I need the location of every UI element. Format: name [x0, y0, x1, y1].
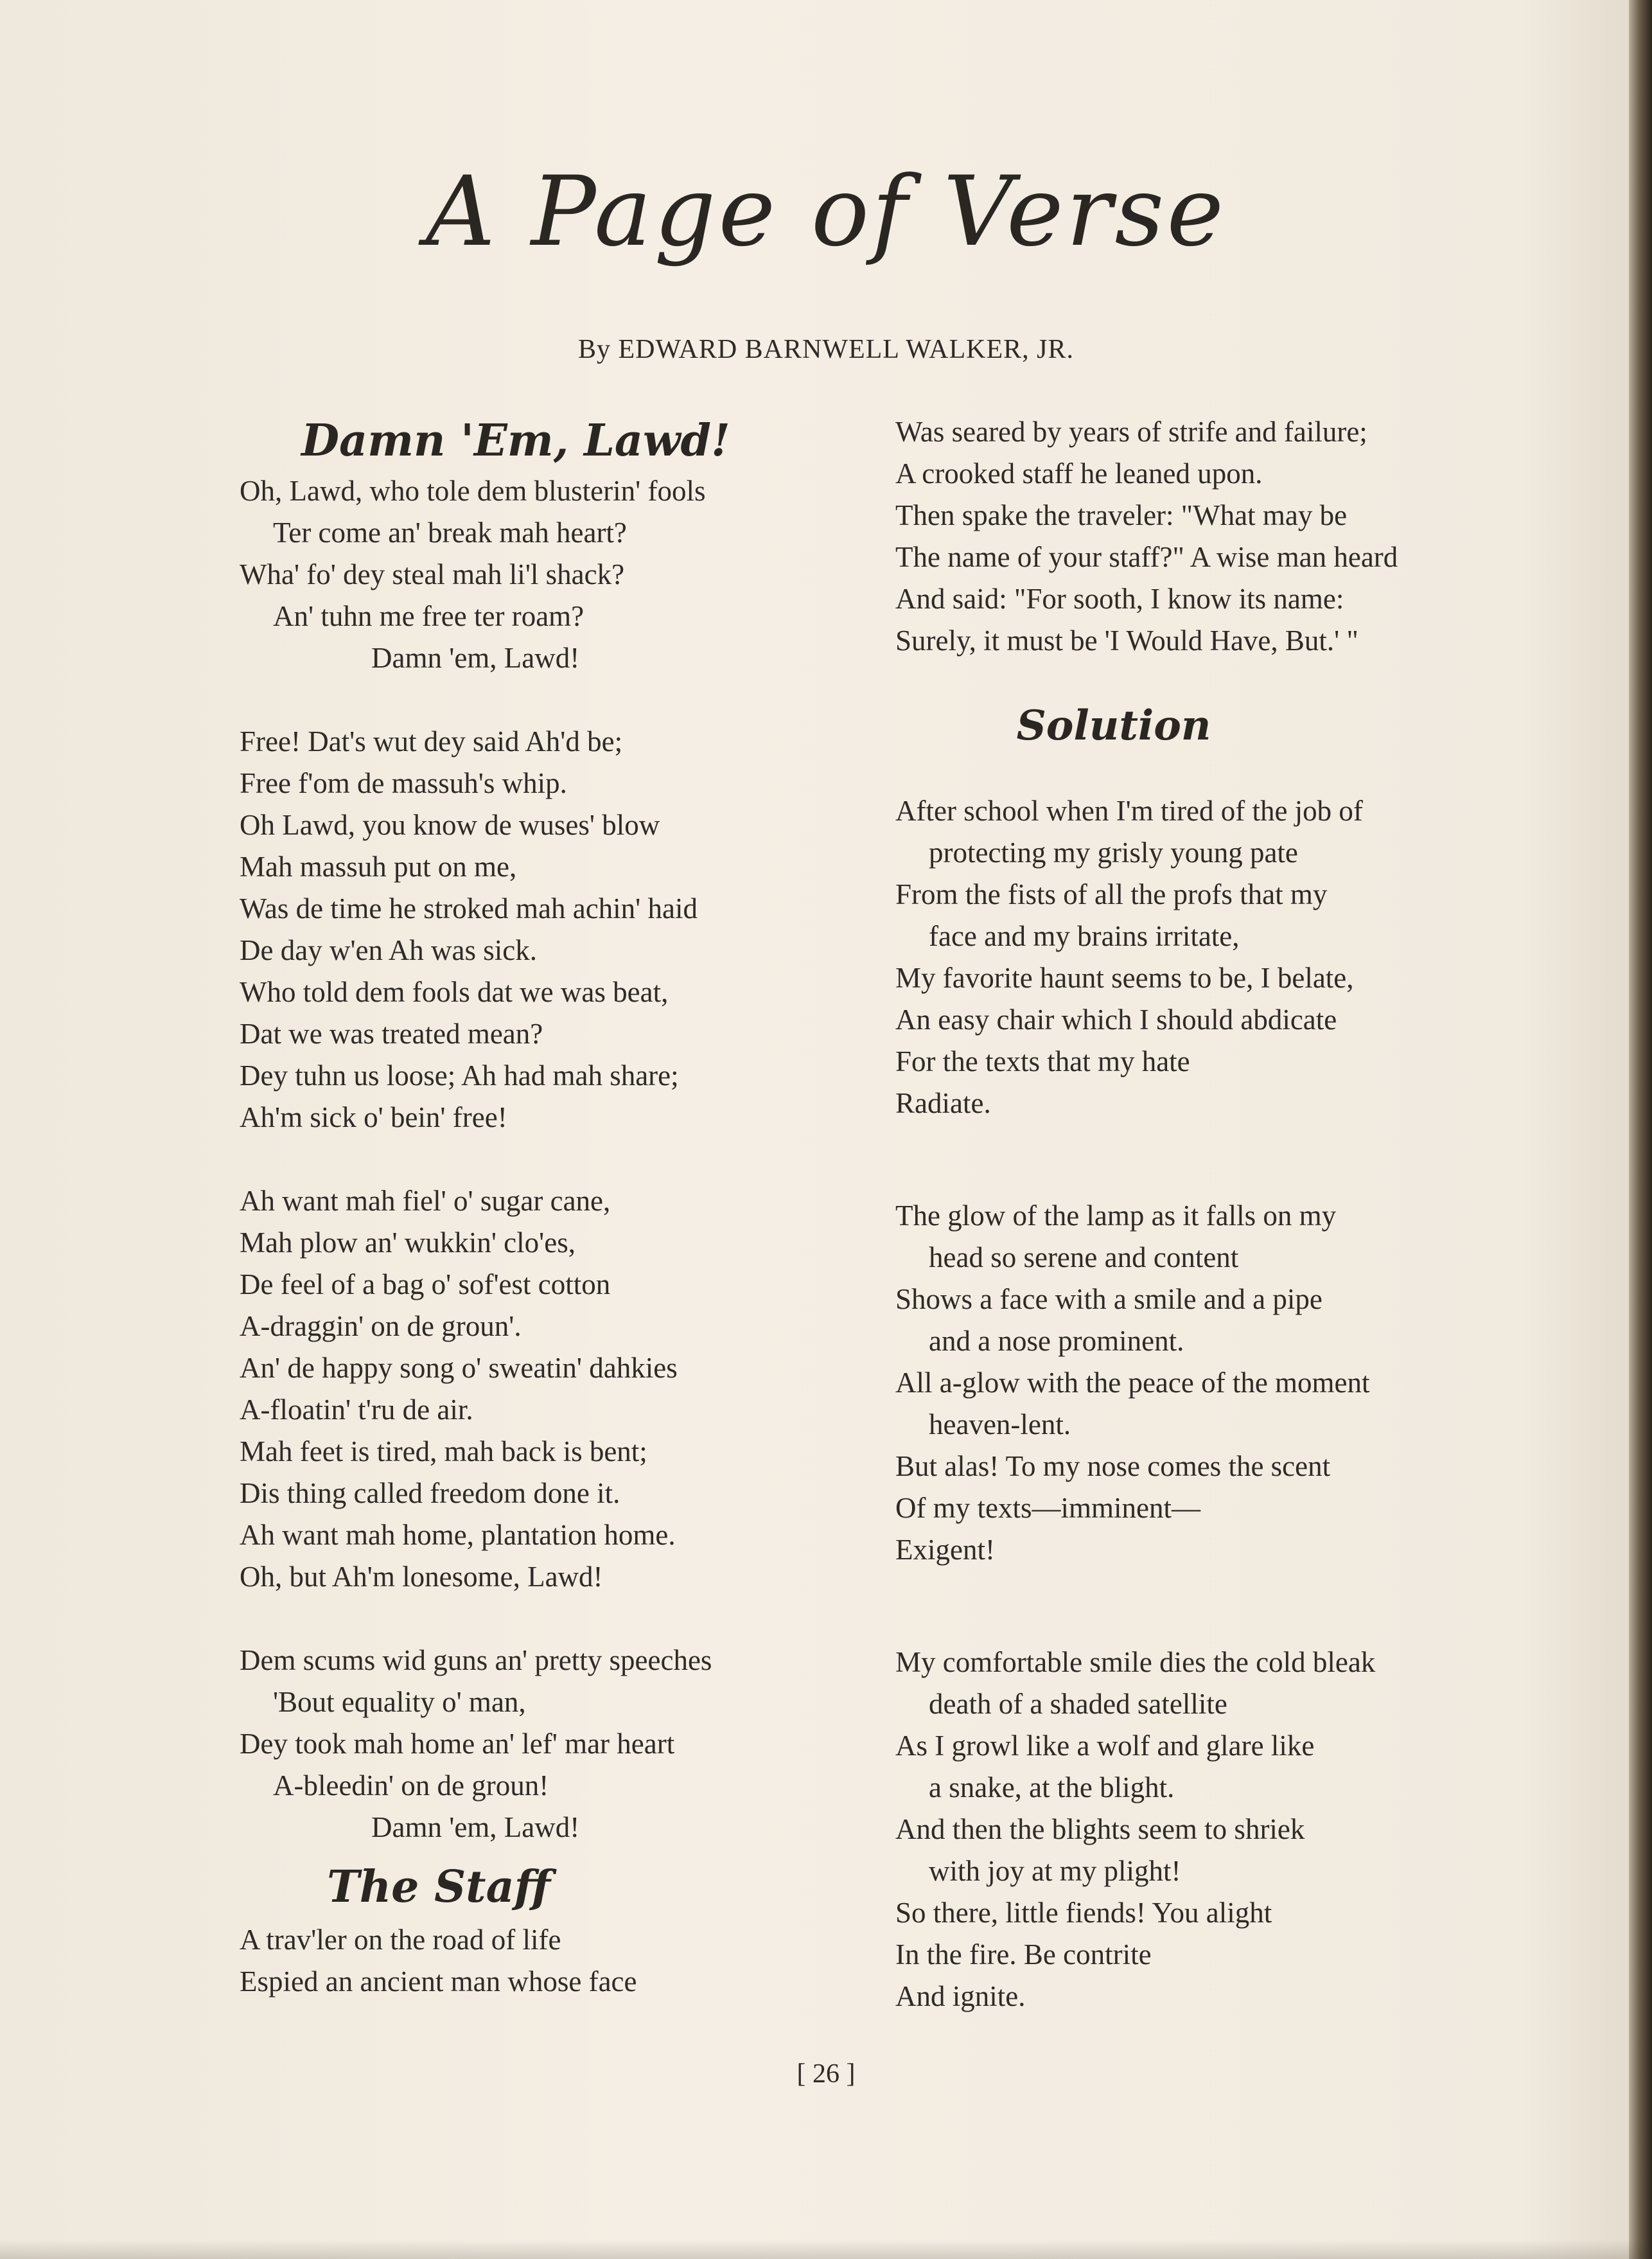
poem-line: Was seared by years of strife and failure; — [895, 416, 1367, 448]
poem-line: From the fists of all the profs that my — [895, 878, 1328, 910]
poem-line: De day w'en Ah was sick. — [240, 934, 538, 966]
poem-line: Wha' fo' dey steal mah li'l shack? — [240, 558, 625, 590]
poem-line: And ignite. — [895, 1980, 1026, 2012]
poem-line: Ah want mah home, plantation home. — [240, 1519, 676, 1551]
poem-line: Dis thing called freedom done it. — [240, 1477, 620, 1509]
poem-line: A trav'ler on the road of life — [240, 1924, 561, 1956]
poem-line: Oh, Lawd, who tole dem blusterin' fools — [240, 475, 706, 507]
poem-line: A crooked staff he leaned upon. — [895, 457, 1263, 490]
poem-line: De feel of a bag o' sof'est cotton — [240, 1268, 611, 1300]
poem-line: And then the blights seem to shriek — [895, 1813, 1305, 1845]
poem-line: 'Bout equality o' man, — [273, 1686, 526, 1718]
poem-line: death of a shaded satellite — [929, 1688, 1227, 1720]
poem3-stanza-3 — [895, 1642, 1512, 2017]
poem-title-damn-em-lawd: Damn 'Em, Lawd! — [301, 415, 730, 466]
poem-line: As I growl like a wolf and glare like — [895, 1730, 1315, 1762]
poem-line: All a-glow with the peace of the moment — [895, 1367, 1370, 1399]
poem1-stanza-3 — [240, 1180, 818, 1598]
poem-line: A-floatin' t'ru de air. — [240, 1394, 473, 1426]
poem-line: Then spake the traveler: "What may be — [895, 499, 1348, 531]
page-title: A Page of Verse — [425, 156, 1227, 268]
poem-refrain: Damn 'em, Lawd! — [371, 1811, 580, 1843]
poem-line: Who told dem fools dat we was beat, — [240, 976, 669, 1008]
poem-line: The glow of the lamp as it falls on my — [895, 1200, 1337, 1232]
poem-line: Ter come an' break mah heart? — [273, 517, 627, 549]
poem-line: Surely, it must be 'I Would Have, But.' " — [895, 625, 1358, 657]
poem-line: Dey tuhn us loose; Ah had mah share; — [240, 1059, 679, 1092]
poem3-stanza-2 — [895, 1195, 1512, 1571]
byline: By EDWARD BARNWELL WALKER, JR. — [578, 335, 1074, 364]
stanza-break — [240, 1598, 818, 1640]
right-column — [895, 411, 1512, 2017]
poem-line: After school when I'm tired of the job of — [895, 795, 1363, 827]
poem-line: An' tuhn me free ter roam? — [273, 600, 584, 632]
poem-line: Free f'om de massuh's whip. — [240, 767, 567, 799]
stanza-break — [895, 1571, 1512, 1642]
poem-line: Oh, but Ah'm lonesome, Lawd! — [240, 1561, 603, 1593]
poem-line: Mah massuh put on me, — [240, 851, 517, 883]
poem-line: An easy chair which I should abdicate — [895, 1004, 1337, 1036]
poem-line: Dat we was treated mean? — [240, 1018, 543, 1050]
page-bottom-shadow — [0, 2240, 1652, 2259]
poem-line: The name of your staff?" A wise man heard — [895, 541, 1398, 573]
left-column — [240, 411, 818, 2003]
poem-line: Shows a face with a smile and a pipe — [895, 1283, 1322, 1315]
poem-line: A-bleedin' on de groun! — [273, 1769, 549, 1802]
stanza-break — [240, 1138, 818, 1180]
poem-line: Mah plow an' wukkin' clo'es, — [240, 1227, 576, 1259]
poem-line: Exigent! — [895, 1534, 995, 1566]
poem-line: Dey took mah home an' lef' mar heart — [240, 1728, 675, 1760]
poem-line: and a nose prominent. — [929, 1325, 1184, 1357]
poem-line: My comfortable smile dies the cold bleak — [895, 1646, 1376, 1678]
poem-line: head so serene and content — [929, 1241, 1239, 1273]
page-number: [ 26 ] — [796, 2059, 856, 2089]
poem-line: Oh Lawd, you know de wuses' blow — [240, 809, 660, 841]
poem-line: My favorite haunt seems to be, I belate, — [895, 962, 1354, 994]
poem-line: So there, little fiends! You alight — [895, 1897, 1272, 1929]
poem1-stanza-4 — [240, 1640, 818, 1848]
poem-line: In the fire. Be contrite — [895, 1938, 1152, 1971]
poem-line: Dem scums wid guns an' pretty speeches — [240, 1644, 712, 1676]
the-staff-continued — [895, 411, 1512, 662]
poem-line: face and my brains irritate, — [929, 920, 1240, 952]
poem-line: a snake, at the blight. — [929, 1771, 1175, 1803]
poem-line: For the texts that my hate — [895, 1045, 1190, 1077]
poem-title-the-staff: The Staff — [327, 1861, 550, 1913]
poem-line: A-draggin' on de groun'. — [240, 1310, 522, 1342]
poem-refrain: Damn 'em, Lawd! — [371, 642, 580, 674]
poem-line: Radiate. — [895, 1087, 991, 1119]
poem1-stanza-1 — [240, 470, 818, 679]
stanza-break — [895, 1124, 1512, 1195]
poem-line: heaven-lent. — [929, 1408, 1071, 1440]
poem-line: Mah feet is tired, mah back is bent; — [240, 1435, 647, 1467]
poem-line: Ah'm sick o' bein' free! — [240, 1101, 507, 1133]
poem-line: Free! Dat's wut dey said Ah'd be; — [240, 725, 623, 757]
poem-line: And said: "For sooth, I know its name: — [895, 583, 1344, 615]
poem-title-solution: Solution — [1016, 702, 1211, 750]
poem-line: Of my texts—imminent— — [895, 1492, 1200, 1524]
poem-line: with joy at my plight! — [929, 1855, 1181, 1887]
poem-line: An' de happy song o' sweatin' dahkies — [240, 1352, 678, 1384]
poem-line: protecting my grisly young pate — [929, 837, 1298, 869]
poem3-stanza-1 — [895, 790, 1512, 1124]
poem-line: Was de time he stroked mah achin' haid — [240, 892, 698, 925]
poem-line: Espied an ancient man whose face — [240, 1965, 637, 1998]
poem-line: Ah want mah fiel' o' sugar cane, — [240, 1185, 611, 1217]
poem-line: But alas! To my nose comes the scent — [895, 1450, 1331, 1482]
